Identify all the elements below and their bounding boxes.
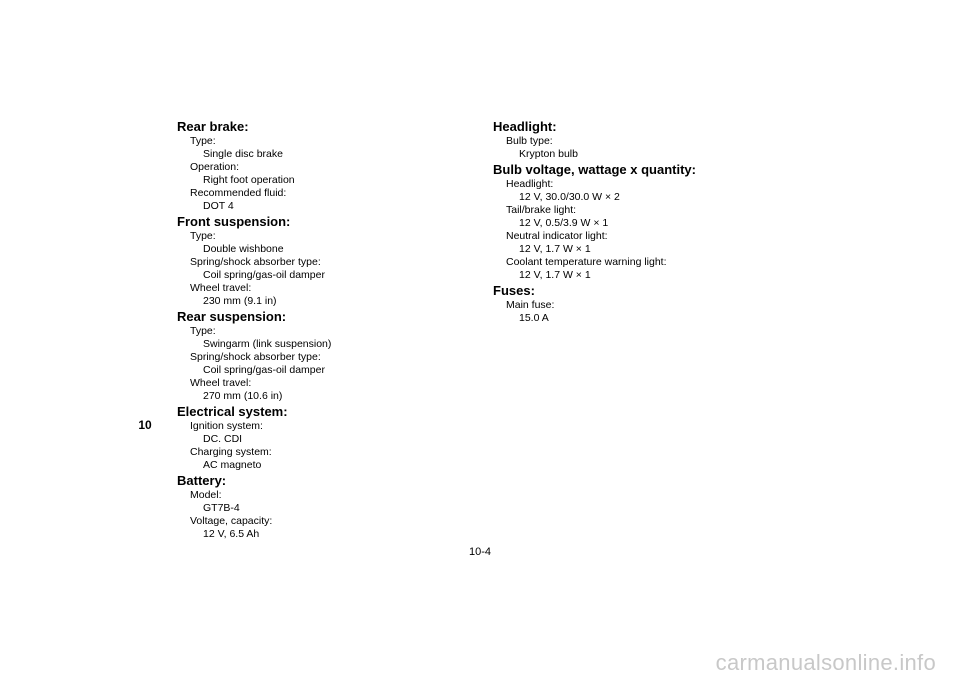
right-column <box>493 118 793 325</box>
spec-label: Spring/shock absorber type: <box>190 256 321 268</box>
spec-value: GT7B-4 <box>203 502 240 514</box>
spec-label: Type: <box>190 135 216 147</box>
spec-value: 15.0 A <box>519 312 549 324</box>
section-title: Bulb voltage, wattage x quantity: <box>493 162 696 177</box>
section-bulb-voltage <box>493 161 793 282</box>
spec-value: AC magneto <box>203 459 262 471</box>
spec-value: DC. CDI <box>203 433 243 445</box>
spec-label: Coolant temperature warning light: <box>506 256 667 268</box>
spec-label: Operation: <box>190 161 240 173</box>
page-number: 10-4 <box>468 546 492 558</box>
spec-label: Main fuse: <box>506 299 555 311</box>
section-title: Electrical system: <box>177 404 288 419</box>
spec-value: Right foot operation <box>203 174 295 186</box>
section-battery <box>177 472 467 541</box>
section-title: Rear suspension: <box>177 309 287 324</box>
section-front-suspension <box>177 213 467 308</box>
spec-label: Model: <box>190 489 222 501</box>
section-electrical-system <box>177 403 467 472</box>
spec-label: Bulb type: <box>506 135 553 147</box>
spec-label: Type: <box>190 230 216 242</box>
section-rear-suspension <box>177 308 467 403</box>
section-title: Fuses: <box>493 283 535 298</box>
spec-label: Tail/brake light: <box>506 204 577 216</box>
spec-value: 270 mm (10.6 in) <box>203 390 283 402</box>
spec-label: Wheel travel: <box>190 377 252 389</box>
spec-value: 12 V, 30.0/30.0 W × 2 <box>519 191 620 203</box>
spec-label: Neutral indicator light: <box>506 230 608 242</box>
spec-value: Coil spring/gas-oil damper <box>203 364 325 376</box>
spec-label: Voltage, capacity: <box>190 515 273 527</box>
spec-value: 230 mm (9.1 in) <box>203 295 277 307</box>
section-title: Headlight: <box>493 119 557 134</box>
watermark: carmanualsonline.info <box>715 650 936 675</box>
spec-label: Ignition system: <box>190 420 263 432</box>
chapter-tab: 10 <box>138 418 152 432</box>
spec-value: Swingarm (link suspension) <box>203 338 332 350</box>
spec-label: Spring/shock absorber type: <box>190 351 321 363</box>
spec-value: Double wishbone <box>203 243 284 255</box>
spec-label: Headlight: <box>506 178 554 190</box>
section-rear-brake <box>177 118 467 213</box>
section-headlight <box>493 118 793 161</box>
section-title: Front suspension: <box>177 214 291 229</box>
spec-value: Krypton bulb <box>519 148 578 160</box>
spec-value: 12 V, 1.7 W × 1 <box>519 243 591 255</box>
spec-value: 12 V, 1.7 W × 1 <box>519 269 591 281</box>
spec-label: Type: <box>190 325 216 337</box>
section-fuses <box>493 282 793 325</box>
spec-value: DOT 4 <box>203 200 234 212</box>
spec-label: Wheel travel: <box>190 282 252 294</box>
spec-value: 12 V, 6.5 Ah <box>203 528 260 540</box>
section-title: Battery: <box>177 473 227 488</box>
left-column <box>177 118 467 541</box>
spec-value: 12 V, 0.5/3.9 W × 1 <box>519 217 609 229</box>
spec-label: Charging system: <box>190 446 272 458</box>
section-title: Rear brake: <box>177 119 249 134</box>
spec-value: Coil spring/gas-oil damper <box>203 269 325 281</box>
spec-label: Recommended fluid: <box>190 187 287 199</box>
spec-value: Single disc brake <box>203 148 283 160</box>
